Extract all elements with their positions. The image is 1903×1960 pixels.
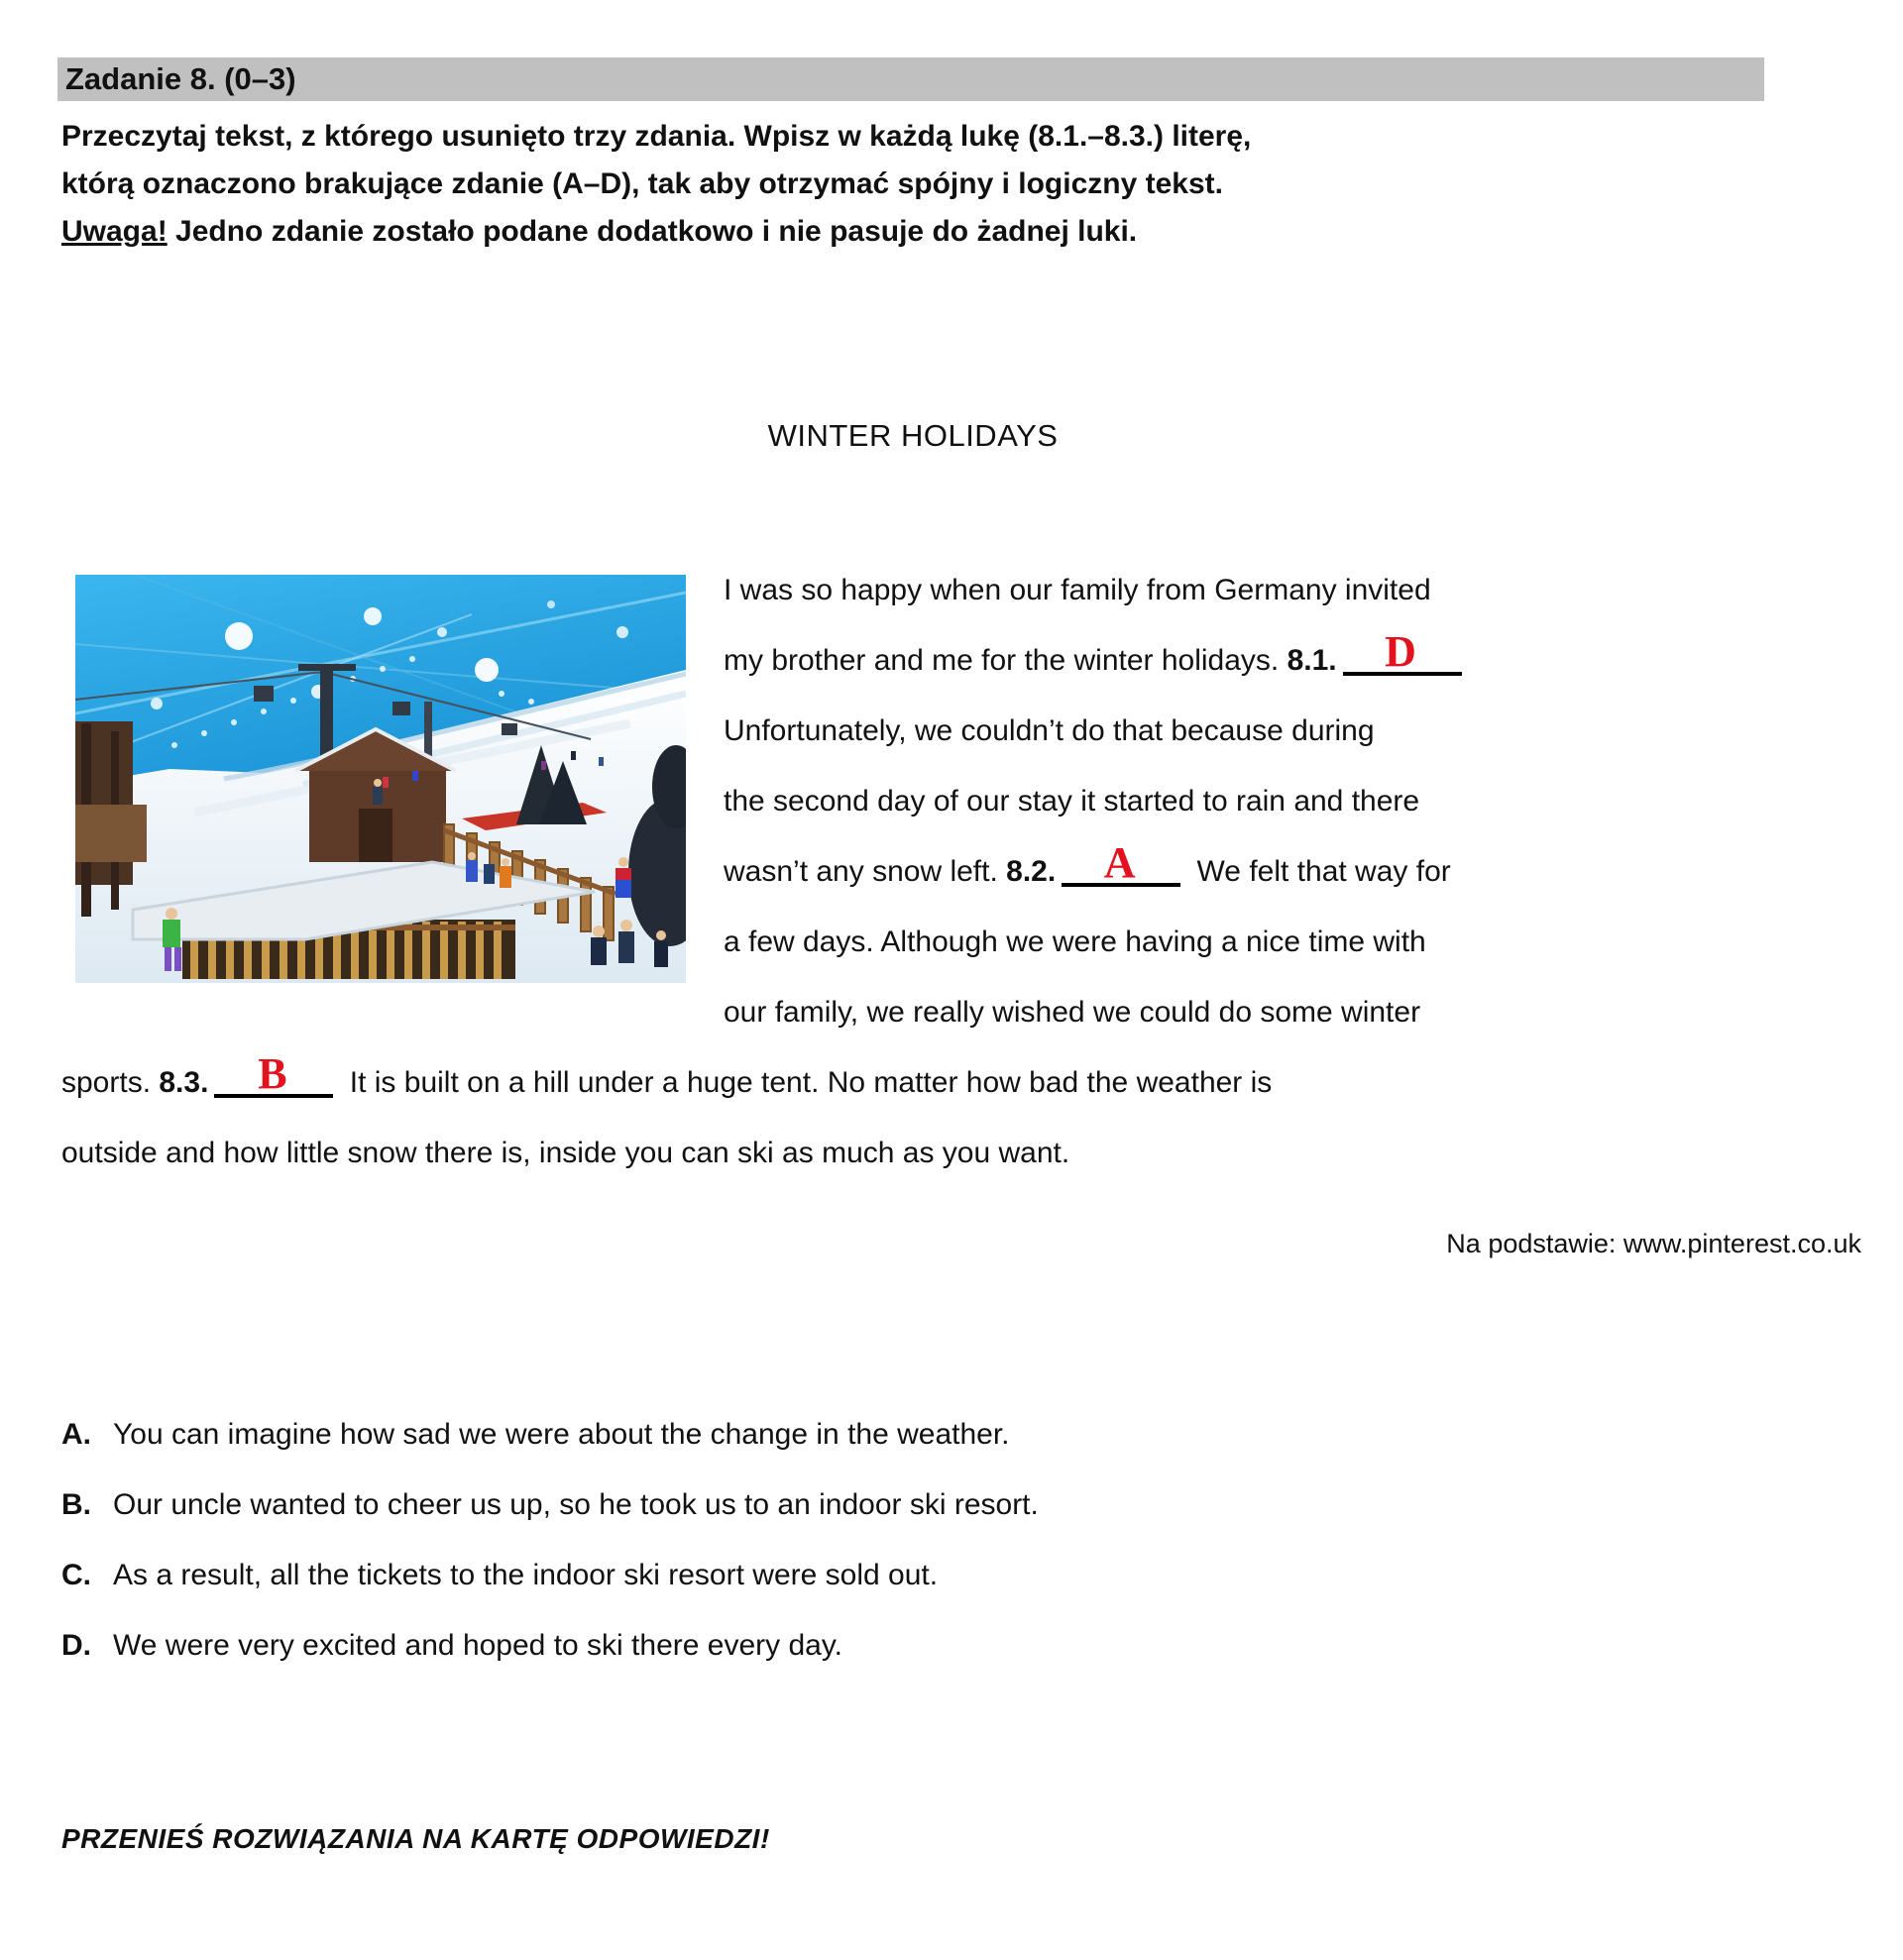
story-text: Unfortunately, we couldn’t do that because during bbox=[724, 714, 1375, 747]
task-instructions bbox=[61, 113, 1766, 256]
story-text: my brother and me for the winter holidays. bbox=[724, 644, 1287, 677]
option-b bbox=[61, 1470, 1806, 1540]
story-line bbox=[724, 977, 1806, 1047]
answer-letter: D bbox=[1385, 626, 1416, 676]
instruction-line: którą oznaczono brakujące zdanie (A–D), tak aby otrzymać spójny i logiczny tekst. bbox=[61, 167, 1223, 200]
story-text: I was so happy when our family from Germany invited bbox=[724, 574, 1431, 606]
story-line bbox=[724, 555, 1806, 625]
task-header-bar bbox=[57, 57, 1764, 101]
option-a bbox=[61, 1399, 1806, 1470]
story-text: It is built on a hill under a huge tent. No matter how bad the weather is bbox=[341, 1066, 1273, 1099]
answer-letter: B bbox=[258, 1048, 287, 1098]
task-label: Zadanie 8. (0–3) bbox=[65, 61, 296, 96]
answer-blank[interactable] bbox=[1343, 626, 1462, 676]
instruction-warning-rest: Jedno zdanie zostało podane dodatkowo i nie pasuje do żadnej luki. bbox=[167, 215, 1138, 248]
gap-8.1 bbox=[1287, 626, 1470, 677]
instruction-line: Przeczytaj tekst, z którego usunięto trzy zdania. Wpisz w każdą lukę (8.1.–8.3.) literę, bbox=[61, 120, 1252, 153]
story-line bbox=[724, 907, 1806, 977]
gap-8.2 bbox=[1006, 837, 1188, 888]
story-line bbox=[724, 836, 1806, 907]
answer-options bbox=[61, 1399, 1806, 1681]
option-d bbox=[61, 1610, 1806, 1681]
option-c bbox=[61, 1540, 1806, 1610]
answer-blank[interactable] bbox=[214, 1048, 333, 1098]
gap-number: 8.1. bbox=[1287, 644, 1337, 677]
option-letter: B. bbox=[61, 1488, 91, 1521]
answer-blank[interactable] bbox=[1062, 837, 1180, 887]
option-letter: C. bbox=[61, 1559, 91, 1591]
option-letter: A. bbox=[61, 1418, 91, 1451]
option-letter: D. bbox=[61, 1629, 91, 1662]
story-line bbox=[61, 1047, 1806, 1118]
story-text: our family, we really wished we could do some winter bbox=[724, 996, 1421, 1029]
instruction-warning: Uwaga! bbox=[61, 215, 168, 248]
story-line bbox=[724, 625, 1806, 696]
story-text: the second day of our stay it started to rain and there bbox=[724, 785, 1420, 817]
transfer-note: PRZENIEŚ ROZWIĄZANIA NA KARTĘ ODPOWIEDZI! bbox=[61, 1823, 770, 1854]
gap-number: 8.3. bbox=[159, 1066, 209, 1099]
option-text: We were very excited and hoped to ski there every day. bbox=[113, 1629, 842, 1662]
instruction-line bbox=[61, 208, 1766, 256]
story-lines bbox=[61, 555, 1806, 1188]
story-text: wasn’t any snow left. bbox=[724, 855, 1007, 888]
option-text: Our uncle wanted to cheer us up, so he took us to an indoor ski resort. bbox=[113, 1488, 1039, 1521]
story-line bbox=[724, 696, 1806, 766]
story-line bbox=[724, 766, 1806, 836]
story-text: sports. bbox=[61, 1066, 160, 1099]
gap-number: 8.2. bbox=[1006, 855, 1057, 888]
gap-8.3 bbox=[159, 1048, 341, 1099]
story-line bbox=[61, 1118, 1806, 1188]
source-attribution: Na podstawie: www.pinterest.co.uk bbox=[1446, 1229, 1861, 1258]
story-text: a few days. Although we were having a nice time with bbox=[724, 926, 1426, 958]
option-text: As a result, all the tickets to the indoor ski resort were sold out. bbox=[113, 1559, 939, 1591]
option-text: You can imagine how sad we were about the change in the weather. bbox=[113, 1418, 1010, 1451]
story-text: We felt that way for bbox=[1188, 855, 1451, 888]
story-text: outside and how little snow there is, inside you can ski as much as you want. bbox=[61, 1137, 1070, 1169]
article-title: WINTER HOLIDAYS bbox=[767, 418, 1059, 453]
answer-letter: A bbox=[1103, 837, 1136, 887]
